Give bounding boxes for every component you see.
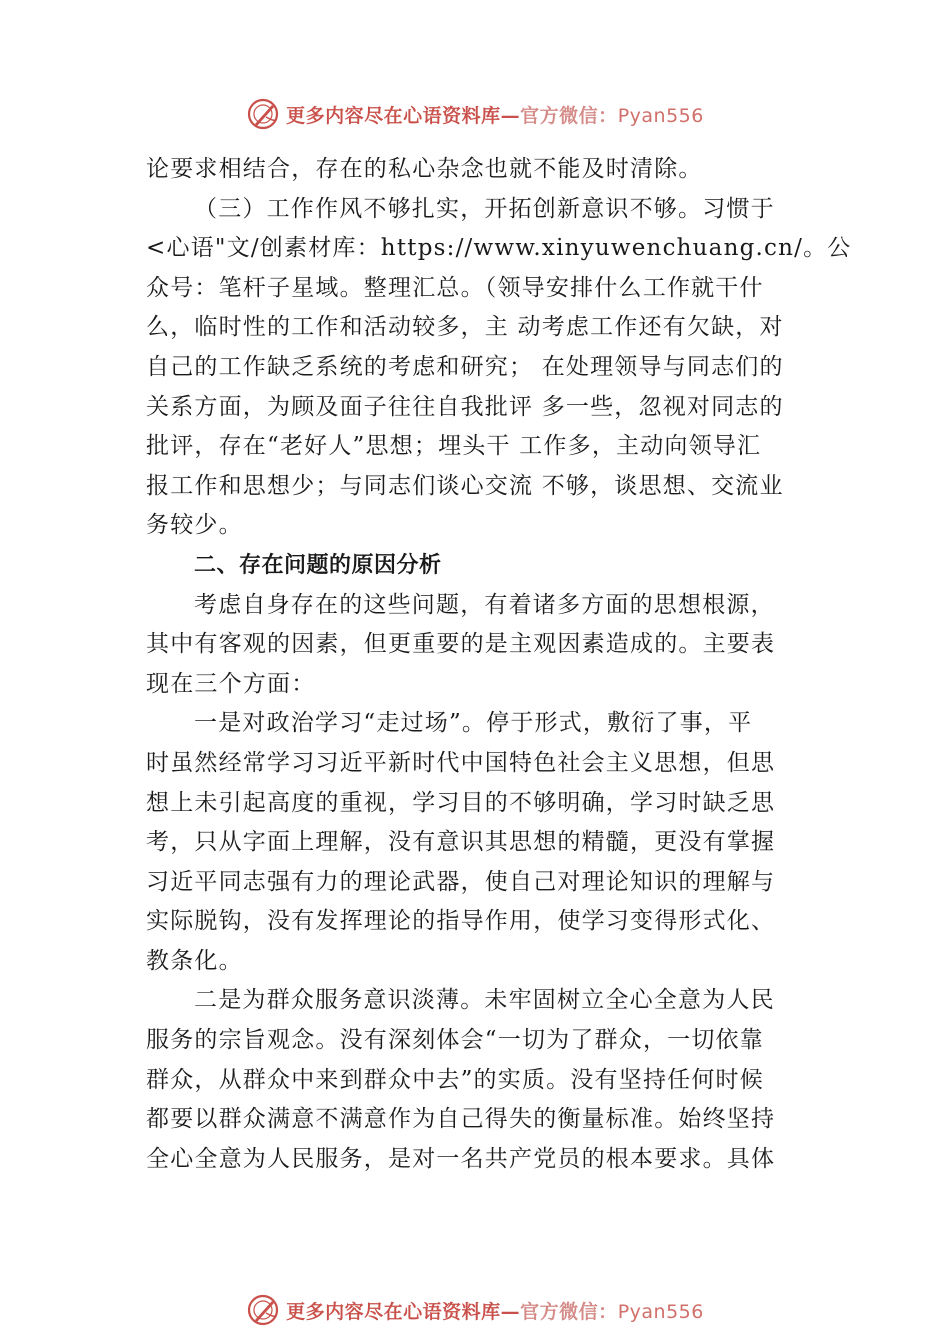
watermark-title: 更多内容尽在心语资料库 bbox=[286, 104, 501, 127]
watermark-dash: — bbox=[500, 1300, 521, 1323]
text-line: 全心全意为人民服务，是对一名共产党员的根本要求。具体 bbox=[146, 1145, 776, 1172]
text-line: 二是为群众服务意识淡薄。未牢固树立全心全意为人民 bbox=[194, 987, 775, 1014]
text-line: 么，临时性的工作和活动较多，主 动考虑工作还有欠缺，对 bbox=[146, 314, 784, 341]
text-line: 群众，从群众中来到群众中去”的实质。没有坚持任何时候 bbox=[146, 1066, 764, 1093]
watermark-wechat-id: Pyan556 bbox=[617, 104, 704, 127]
header-watermark-banner bbox=[0, 94, 950, 134]
text-line: （三）工作作风不够扎实，开拓创新意识不够。习惯于 bbox=[194, 195, 775, 222]
watermark-dash: — bbox=[500, 104, 521, 127]
text-line: 报工作和思想少；与同志们谈心交流 不够，谈思想、交流业 bbox=[146, 472, 784, 499]
text-line: 想上未引起高度的重视，学习目的不够明确，学习时缺乏思 bbox=[146, 789, 776, 816]
text-line: 批评，存在“老好人”思想；埋头干 工作多，主动向领导汇 bbox=[146, 433, 762, 460]
watermark-text bbox=[286, 101, 704, 128]
text-line: 教条化。 bbox=[146, 947, 243, 974]
text-line: 习近平同志强有力的理论武器，使自己对理论知识的理解与 bbox=[146, 868, 776, 895]
text-line: 关系方面，为顾及面子往往自我批评 多一些，忽视对同志的 bbox=[146, 393, 784, 420]
document-body bbox=[146, 150, 852, 1179]
watermark-wechat-id: Pyan556 bbox=[617, 1300, 704, 1323]
watermark-title: 更多内容尽在心语资料库 bbox=[286, 1300, 501, 1323]
text-line: 众号：笔杆子星域。整理汇总。（领导安排什么工作就干什 bbox=[146, 274, 764, 301]
watermark-text bbox=[286, 1297, 704, 1324]
text-line: <心语"文/创素材库：https://www.xinyuwenchuang.cn/。公 bbox=[146, 235, 852, 262]
text-line: 自己的工作缺乏系统的考虑和研究； 在处理领导与同志们的 bbox=[146, 353, 784, 380]
xinyu-logo-icon bbox=[246, 1293, 280, 1327]
text-line: 现在三个方面： bbox=[146, 670, 316, 697]
text-line: 务较少。 bbox=[146, 512, 243, 539]
watermark-wechat-label: 官方微信： bbox=[520, 104, 618, 127]
text-line: 时虽然经常学习习近平新时代中国特色社会主义思想，但思 bbox=[146, 749, 776, 776]
text-line: 考，只从字面上理解，没有意识其思想的精髓，更没有掌握 bbox=[146, 829, 776, 856]
text-line: 服务的宗旨观念。没有深刻体会“一切为了群众，一切依靠 bbox=[146, 1027, 764, 1054]
footer-watermark-banner bbox=[0, 1290, 950, 1330]
text-line: 都要以群众满意不满意作为自己得失的衡量标准。始终坚持 bbox=[146, 1106, 776, 1133]
section-heading: 二、存在问题的原因分析 bbox=[194, 552, 442, 578]
text-line: 一是对政治学习“走过场”。停于形式，敷衍了事，平 bbox=[194, 710, 753, 737]
text-line: 论要求相结合，存在的私心杂念也就不能及时清除。 bbox=[146, 156, 703, 182]
text-line: 考虑自身存在的这些问题，有着诸多方面的思想根源， bbox=[194, 591, 775, 618]
xinyu-logo-icon bbox=[246, 97, 280, 131]
watermark-wechat-label: 官方微信： bbox=[520, 1300, 618, 1323]
text-line: 其中有客观的因素，但更重要的是主观因素造成的。主要表 bbox=[146, 631, 776, 658]
text-line: 实际脱钩，没有发挥理论的指导作用，使学习变得形式化、 bbox=[146, 908, 776, 935]
